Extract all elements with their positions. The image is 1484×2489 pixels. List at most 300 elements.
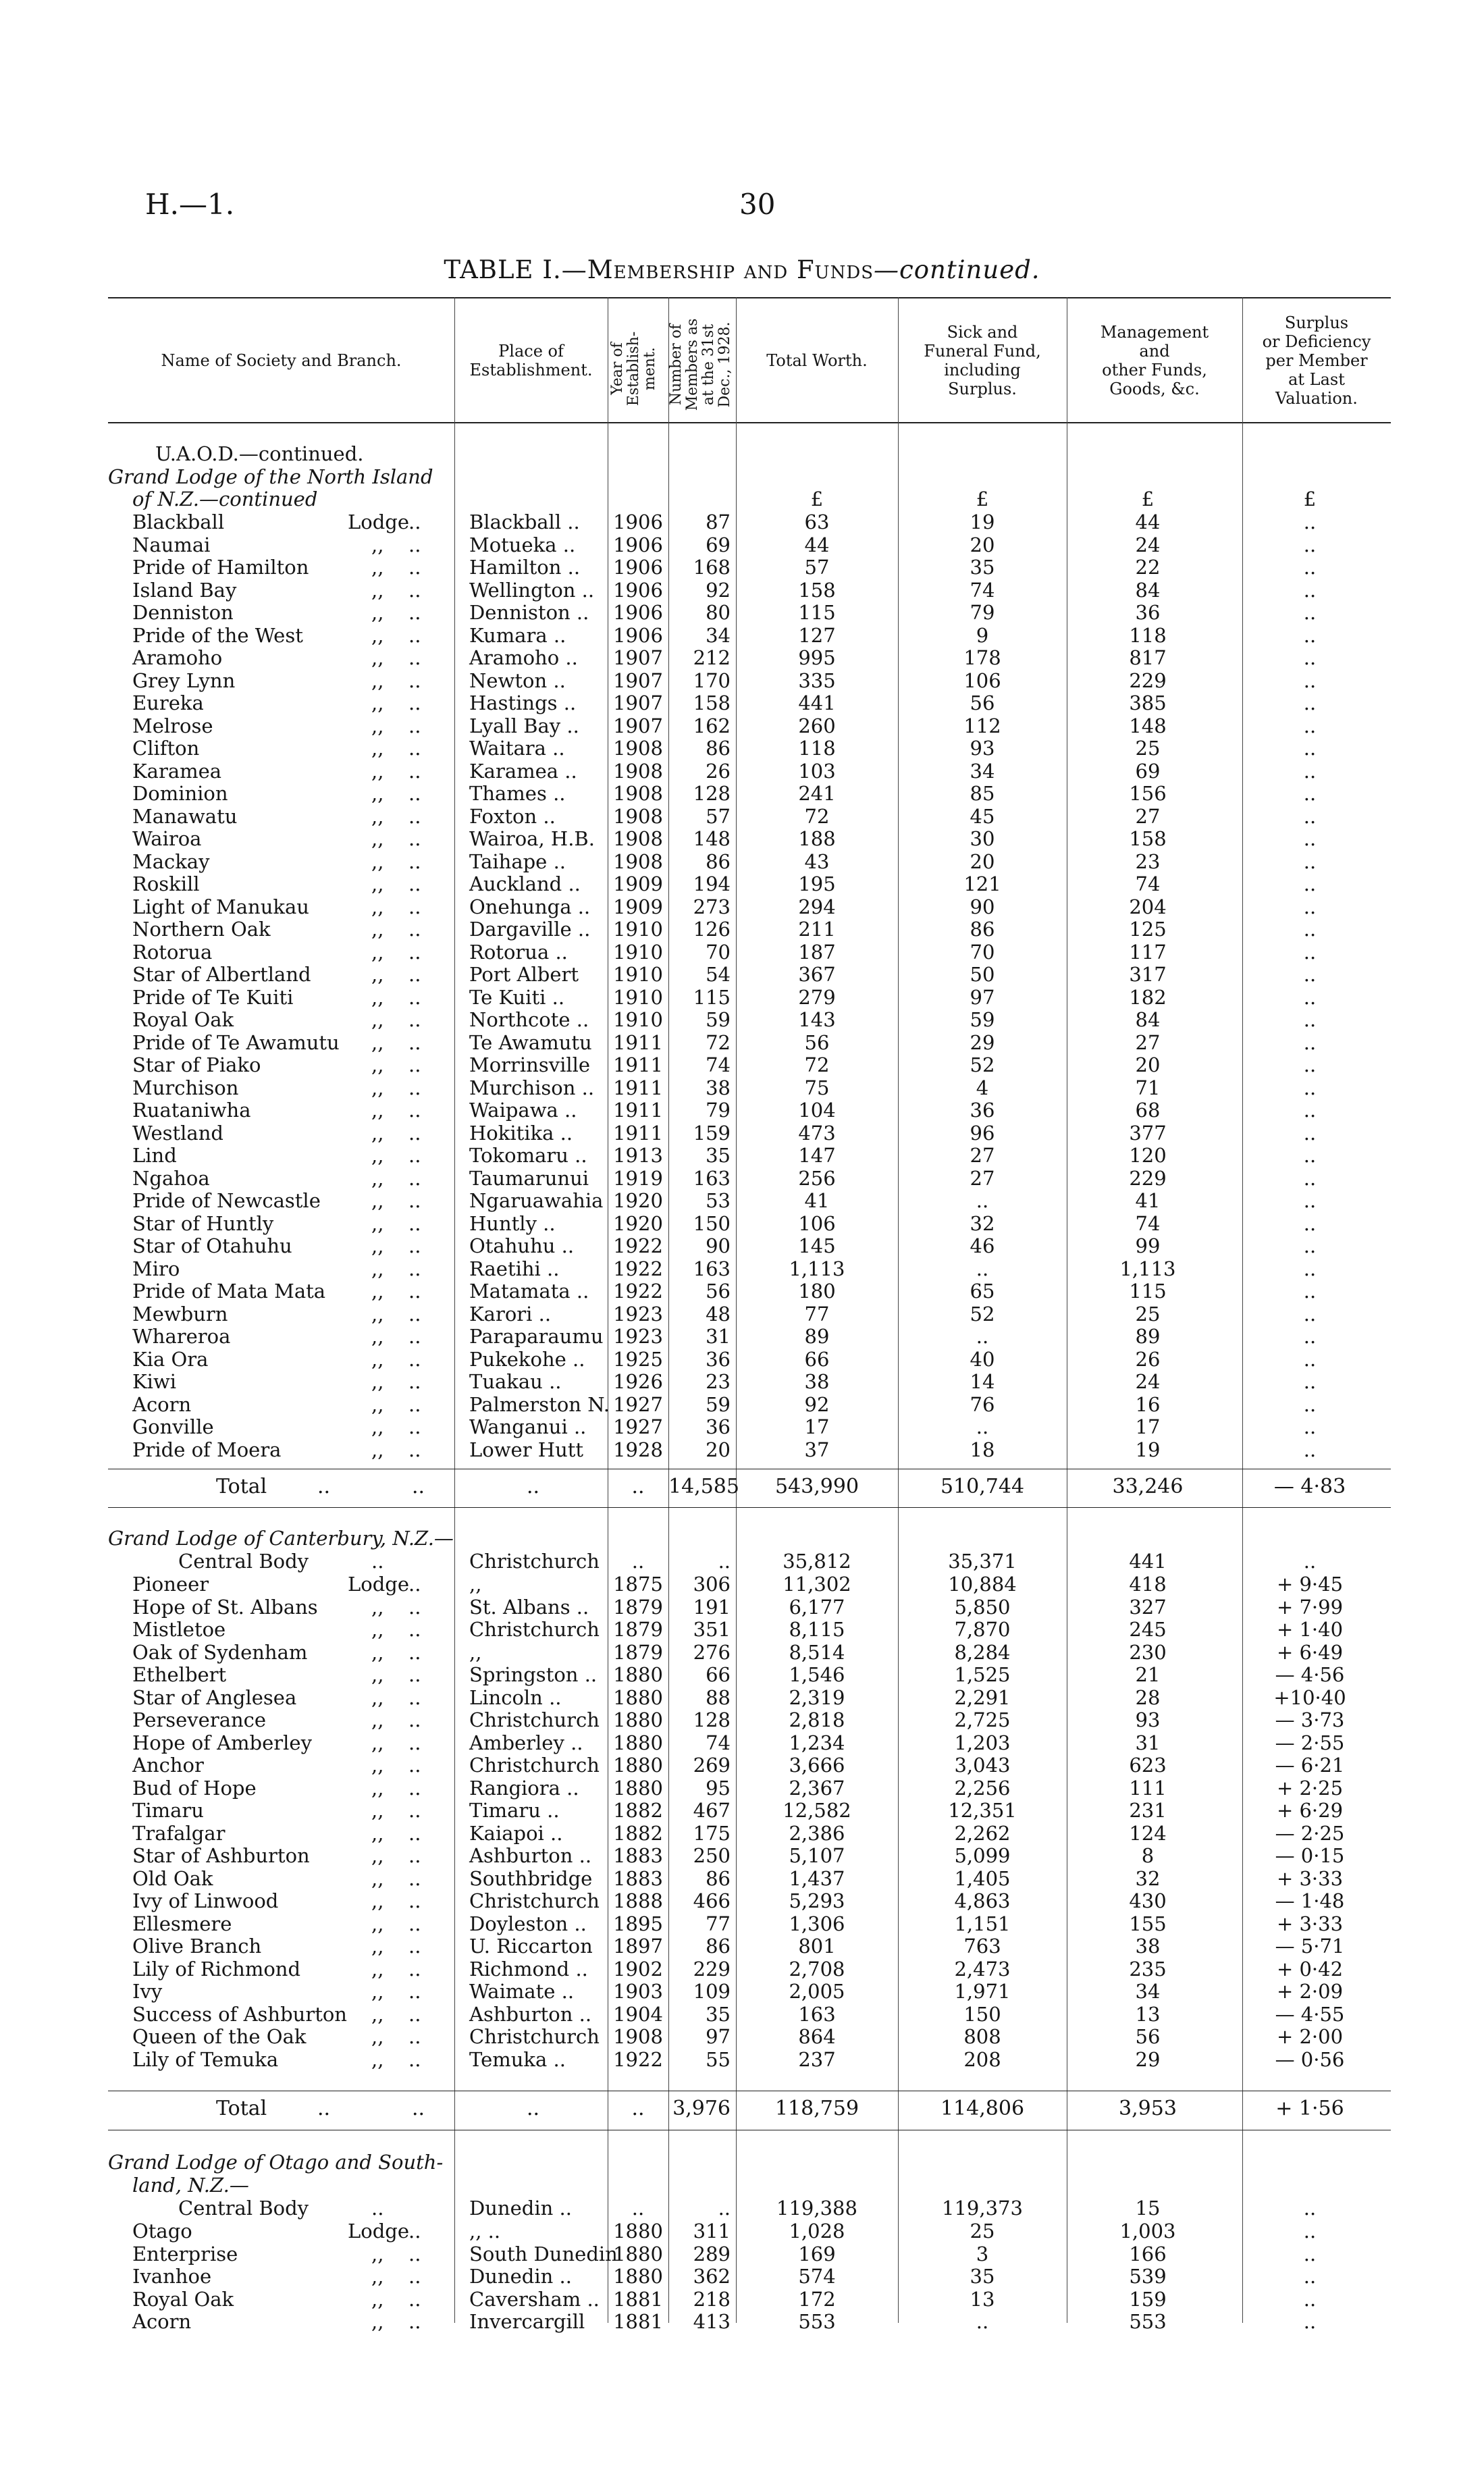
place-of-establishment: Huntly ..	[469, 1211, 556, 1235]
member-count: 72	[706, 1030, 731, 1054]
sick-funeral-fund: 1,203	[954, 1731, 1011, 1754]
member-count: 95	[706, 1776, 731, 1800]
surplus-deficiency: — 3·73	[1275, 1708, 1345, 1731]
branch-kind: ,,	[371, 623, 384, 647]
branch-kind: ,,	[371, 714, 384, 737]
branch-name: Hope of Amberley	[132, 1731, 312, 1754]
total-worth: 115	[798, 601, 836, 624]
sick-funeral-fund: 35,371	[948, 1550, 1017, 1573]
surplus-deficiency: ..	[1303, 2197, 1317, 2220]
place-of-establishment: Karori ..	[469, 1302, 552, 1326]
member-count: 92	[706, 578, 731, 602]
management-funds: 118	[1129, 623, 1167, 647]
management-funds: 38	[1135, 1935, 1161, 1958]
leader-dots: ..	[408, 1754, 421, 1777]
branch-row	[108, 1642, 1391, 1665]
place-of-establishment: Waimate ..	[469, 1980, 575, 2003]
member-count: 170	[693, 669, 731, 692]
branch-kind: Lodge	[348, 2220, 410, 2243]
branch-row	[108, 1213, 1391, 1236]
branch-kind: ,,	[371, 1280, 384, 1303]
table-top-rule	[108, 297, 1391, 298]
branch-kind: ,,	[371, 2310, 384, 2333]
surplus-deficiency: + 1·40	[1276, 1618, 1344, 1641]
year-established: 1910	[613, 940, 663, 964]
place-of-establishment: U. Riccarton	[469, 1935, 593, 1958]
surplus-deficiency: ..	[1303, 691, 1317, 714]
place-of-establishment: Temuka ..	[469, 2047, 566, 2071]
management-funds: 32	[1135, 1866, 1161, 1890]
member-count: 467	[693, 1799, 731, 1822]
management-funds: 327	[1129, 1595, 1167, 1619]
total-worth: 294	[798, 895, 836, 918]
branch-row	[108, 692, 1391, 715]
leader-dots: ..	[408, 1325, 421, 1348]
management-funds: 158	[1129, 827, 1167, 850]
total-members: 14,585	[668, 1475, 739, 1498]
branch-kind: ,,	[371, 895, 384, 918]
year-established: 1920	[613, 1189, 663, 1212]
surplus-deficiency: ..	[1303, 918, 1317, 941]
management-funds: 74	[1135, 1211, 1161, 1235]
branch-name: Pride of Mata Mata	[132, 1280, 326, 1303]
surplus-deficiency: ..	[1303, 510, 1317, 533]
year-established: 1911	[613, 1121, 663, 1145]
management-funds: 74	[1135, 872, 1161, 895]
sick-funeral-fund: 12,351	[948, 1799, 1017, 1822]
branch-row	[108, 1913, 1391, 1936]
branch-kind: ,,	[371, 2047, 384, 2071]
branch-name: Otago	[132, 2220, 192, 2243]
surplus-deficiency: ..	[1303, 1144, 1317, 1167]
year-established: 1911	[613, 1076, 663, 1099]
member-count: 229	[693, 1957, 731, 1981]
year-established: ..	[631, 1550, 645, 1573]
total-members: 3,976	[672, 2097, 731, 2120]
year-established: 1922	[613, 2047, 663, 2071]
management-funds: 182	[1129, 985, 1167, 1009]
branch-name: Star of Piako	[132, 1053, 261, 1076]
total-worth: 104	[798, 1099, 836, 1122]
sick-funeral-fund: 25	[970, 2220, 995, 2243]
total-worth: 89	[804, 1325, 830, 1348]
surplus-deficiency: — 2·25	[1275, 1821, 1345, 1845]
sick-funeral-fund: ..	[976, 1189, 989, 1212]
surplus-deficiency: + 7·99	[1276, 1595, 1344, 1619]
sick-funeral-fund: 112	[963, 714, 1001, 737]
branch-name: Lily of Richmond	[132, 1957, 301, 1981]
total-worth: 17	[804, 1415, 830, 1438]
grand-lodge-title: Grand Lodge of Otago and South-	[108, 2151, 444, 2174]
leader-dots: ..	[408, 1053, 421, 1076]
sick-funeral-fund: 3	[976, 2242, 989, 2265]
total-surplus: + 1·56	[1275, 2097, 1344, 2120]
branch-row	[108, 1416, 1391, 1439]
place-of-establishment: Raetihi ..	[469, 1257, 560, 1280]
grand-lodge-title: Grand Lodge of Canterbury, N.Z.—	[108, 1527, 454, 1550]
leader-dots: ..	[408, 1415, 421, 1438]
branch-name: Pride of the West	[132, 623, 303, 647]
year-established: 1907	[613, 669, 663, 692]
place-of-establishment: Otahuhu ..	[469, 1234, 575, 1257]
sick-funeral-fund: 70	[970, 940, 995, 964]
year-established: 1880	[613, 1754, 663, 1777]
member-count: 86	[706, 1866, 731, 1890]
branch-name: Denniston	[132, 601, 234, 624]
table-title-main: Membership and Funds	[587, 255, 874, 284]
leader-dots: ..	[408, 2242, 421, 2265]
management-funds: 27	[1135, 804, 1161, 828]
member-count: 66	[706, 1663, 731, 1686]
total-worth: 188	[798, 827, 836, 850]
surplus-deficiency: — 1·48	[1275, 1889, 1345, 1912]
year-established: 1908	[613, 849, 663, 873]
member-count: 168	[693, 556, 731, 579]
branch-name: Westland	[132, 1121, 223, 1145]
leader-dots: ..	[408, 533, 421, 556]
table-title	[0, 255, 1484, 284]
management-funds: 31	[1135, 1731, 1161, 1754]
leader-dots: ..	[408, 1821, 421, 1845]
branch-name: Oak of Sydenham	[132, 1640, 308, 1664]
sick-funeral-fund: 32	[970, 1211, 995, 1235]
branch-row	[108, 1235, 1391, 1258]
branch-name: Pioneer	[132, 1573, 209, 1596]
member-count: 269	[693, 1754, 731, 1777]
branch-kind: ,,	[371, 1166, 384, 1190]
sick-funeral-fund: 46	[970, 1234, 995, 1257]
branch-name: Clifton	[132, 737, 200, 760]
total-worth: 5,107	[789, 1844, 845, 1867]
branch-kind: ,,	[371, 1844, 384, 1867]
year-established: 1880	[613, 2265, 663, 2288]
sick-funeral-fund: 20	[970, 849, 995, 873]
surplus-deficiency: ..	[1303, 1099, 1317, 1122]
place-of-establishment: Wellington ..	[469, 578, 595, 602]
total-worth: 260	[798, 714, 836, 737]
member-count: 53	[706, 1189, 731, 1212]
branch-row	[108, 1122, 1391, 1145]
member-count: 70	[706, 940, 731, 964]
branch-row	[108, 1664, 1391, 1687]
place-of-establishment: Waitara ..	[469, 737, 565, 760]
year-established: 1925	[613, 1347, 663, 1371]
branch-name: Queen of the Oak	[132, 2025, 307, 2048]
place-of-establishment: Richmond ..	[469, 1957, 588, 1981]
currency-symbol: £	[976, 488, 989, 510]
leader-dots: ..	[408, 759, 421, 783]
branch-kind: ,,	[371, 1415, 384, 1438]
leader-dots: ..	[408, 1685, 421, 1709]
place-of-establishment: Pukekohe ..	[469, 1347, 585, 1371]
table-title-prefix: TABLE I.—	[444, 255, 587, 284]
total-label: Total	[216, 1475, 267, 1498]
leader-dots: ..	[408, 985, 421, 1009]
surplus-deficiency: ..	[1303, 2220, 1317, 2243]
management-funds: 34	[1135, 1980, 1161, 2003]
branch-name: Murchison	[132, 1076, 239, 1099]
surplus-deficiency: ..	[1303, 985, 1317, 1009]
total-worth: 2,367	[789, 1776, 845, 1800]
leader-dots: ..	[317, 2097, 331, 2120]
total-worth: 1,028	[789, 2220, 845, 2243]
branch-row	[108, 1890, 1391, 1913]
branch-row	[108, 737, 1391, 760]
member-count: 163	[693, 1257, 731, 1280]
member-count: 34	[706, 623, 731, 647]
total-worth: 8,115	[789, 1618, 845, 1641]
management-funds: 24	[1135, 1370, 1161, 1393]
place-of-establishment: Taumarunui	[469, 1166, 589, 1190]
management-funds: 166	[1129, 2242, 1167, 2265]
member-count: 79	[706, 1099, 731, 1122]
sick-funeral-fund: 35	[970, 556, 995, 579]
place-of-establishment: Christchurch	[469, 1889, 600, 1912]
management-funds: 1,113	[1119, 1257, 1176, 1280]
leader-dots: ..	[408, 1280, 421, 1303]
branch-name: Ivy of Linwood	[132, 1889, 279, 1912]
place-of-establishment: Southbridge	[469, 1866, 593, 1890]
header-members: Number of Members as at the 31st Dec., 1928.	[668, 318, 733, 411]
branch-kind: ,,	[371, 1595, 384, 1619]
branch-name: Success of Ashburton	[132, 2002, 347, 2026]
year-established: 1881	[613, 2310, 663, 2333]
total-worth: 8,514	[789, 1640, 845, 1664]
leader-dots: ..	[412, 1475, 425, 1498]
total-worth: 543,990	[774, 1475, 859, 1498]
surplus-deficiency: ..	[1303, 759, 1317, 783]
year-established: 1906	[613, 510, 663, 533]
branch-row	[108, 715, 1391, 738]
total-place: ..	[527, 2097, 540, 2120]
management-funds: 69	[1135, 759, 1161, 783]
management-funds: 441	[1129, 1550, 1167, 1573]
sick-funeral-fund: ..	[976, 1415, 989, 1438]
branch-kind: ,,	[371, 872, 384, 895]
branch-row	[108, 2220, 1391, 2243]
total-mgmt: 3,953	[1119, 2097, 1177, 2120]
branch-row	[108, 851, 1391, 874]
year-established: 1907	[613, 714, 663, 737]
place-of-establishment: Te Awamutu	[469, 1030, 592, 1054]
total-worth: 1,113	[789, 1257, 845, 1280]
branch-name: Kiwi	[132, 1370, 177, 1393]
surplus-deficiency: ..	[1303, 556, 1317, 579]
sick-funeral-fund: 27	[970, 1144, 995, 1167]
place-of-establishment: Kumara ..	[469, 623, 566, 647]
branch-name: Ruataniwha	[132, 1099, 251, 1122]
member-count: 289	[693, 2242, 731, 2265]
year-established: 1879	[613, 1618, 663, 1641]
place-of-establishment: ,, ..	[469, 2220, 501, 2243]
management-funds: 430	[1129, 1889, 1167, 1912]
member-count: 115	[693, 985, 731, 1009]
branch-kind: ,,	[371, 2242, 384, 2265]
sick-funeral-fund: 79	[970, 601, 995, 624]
leader-dots: ..	[408, 669, 421, 692]
leader-dots: ..	[408, 872, 421, 895]
surplus-deficiency: ..	[1303, 1053, 1317, 1076]
leader-dots: ..	[408, 646, 421, 669]
leader-dots: ..	[408, 1370, 421, 1393]
management-funds: 26	[1135, 1347, 1161, 1371]
total-worth: 864	[798, 2025, 836, 2048]
branch-row	[108, 1573, 1391, 1596]
branch-row	[108, 2311, 1391, 2334]
sick-funeral-fund: 93	[970, 737, 995, 760]
place-of-establishment: Doyleston ..	[469, 1912, 587, 1935]
member-count: ..	[718, 1550, 731, 1573]
place-of-establishment: Auckland ..	[469, 872, 581, 895]
branch-kind: ,,	[371, 1866, 384, 1890]
place-of-establishment: Wanganui ..	[469, 1415, 587, 1438]
management-funds: 235	[1129, 1957, 1167, 1981]
place-of-establishment: Motueka ..	[469, 533, 576, 556]
management-funds: 111	[1129, 1776, 1167, 1800]
branch-row	[108, 896, 1391, 919]
management-funds: 29	[1135, 2047, 1161, 2071]
surplus-deficiency: ..	[1303, 669, 1317, 692]
branch-name: Manawatu	[132, 804, 238, 828]
place-of-establishment: Port Albert	[469, 963, 579, 986]
branch-kind: ,,	[371, 691, 384, 714]
branch-name: Perseverance	[132, 1708, 267, 1731]
leader-dots: ..	[408, 714, 421, 737]
branch-name: Bud of Hope	[132, 1776, 257, 1800]
branch-name: Roskill	[132, 872, 200, 895]
branch-kind: ,,	[371, 1980, 384, 2003]
sick-funeral-fund: 86	[970, 918, 995, 941]
total-sick: 510,744	[940, 1475, 1025, 1498]
branch-kind: ,,	[371, 601, 384, 624]
branch-name: Ivy	[132, 1980, 163, 2003]
place-of-establishment: Ngaruawahia	[469, 1189, 604, 1212]
management-funds: 13	[1135, 2002, 1161, 2026]
sick-funeral-fund: 50	[970, 963, 995, 986]
total-worth: 2,818	[789, 1708, 845, 1731]
sick-funeral-fund: 8,284	[954, 1640, 1011, 1664]
place-of-establishment: St. Albans ..	[469, 1595, 589, 1619]
branch-name: Miro	[132, 1257, 180, 1280]
branch-name: Timaru	[132, 1799, 204, 1822]
management-funds: 230	[1129, 1640, 1167, 1664]
year-established: 1882	[613, 1799, 663, 1822]
total-worth: 56	[804, 1030, 830, 1054]
branch-row	[108, 1168, 1391, 1190]
leader-dots: ..	[408, 1866, 421, 1890]
total-label: Total	[216, 2097, 267, 2120]
leader-dots: ..	[408, 1889, 421, 1912]
branch-name: Dominion	[132, 782, 228, 805]
year-established: 1907	[613, 646, 663, 669]
surplus-deficiency: — 0·15	[1275, 1844, 1345, 1867]
total-worth: 118,759	[774, 2097, 859, 2120]
year-established: 1904	[613, 2002, 663, 2026]
management-funds: 377	[1129, 1121, 1167, 1145]
place-of-establishment: Paraparaumu	[469, 1325, 604, 1348]
leader-dots: ..	[317, 1475, 331, 1498]
surplus-deficiency: + 6·49	[1276, 1640, 1344, 1664]
branch-kind: ,,	[371, 1889, 384, 1912]
leader-dots: ..	[408, 940, 421, 964]
place-of-establishment: Christchurch	[469, 1550, 600, 1573]
total-worth: 118	[798, 737, 836, 760]
branch-kind: ,,	[371, 1121, 384, 1145]
leader-dots: ..	[408, 556, 421, 579]
sick-funeral-fund: ..	[976, 1257, 989, 1280]
branch-row	[108, 1054, 1391, 1077]
leader-dots: ..	[408, 1640, 421, 1664]
surplus-deficiency: — 4·55	[1275, 2002, 1345, 2026]
surplus-deficiency: ..	[1303, 623, 1317, 647]
sick-funeral-fund: 1,405	[954, 1866, 1011, 1890]
year-established: 1880	[613, 2220, 663, 2243]
sick-funeral-fund: 13	[970, 2287, 995, 2311]
place-of-establishment: Waipawa ..	[469, 1099, 577, 1122]
branch-kind: ,,	[371, 1821, 384, 1845]
year-established: 1922	[613, 1257, 663, 1280]
management-funds: 817	[1129, 646, 1167, 669]
branch-row	[108, 1777, 1391, 1800]
branch-row	[108, 1258, 1391, 1281]
sick-funeral-fund: 1,525	[954, 1663, 1011, 1686]
branch-name: Lily of Temuka	[132, 2047, 279, 2071]
year-established: 1906	[613, 578, 663, 602]
member-count: 162	[693, 714, 731, 737]
branch-name: Enterprise	[132, 2242, 238, 2265]
year-established: 1880	[613, 1663, 663, 1686]
branch-kind: ,,	[371, 940, 384, 964]
management-funds: 623	[1129, 1754, 1167, 1777]
surplus-deficiency: ..	[1303, 940, 1317, 964]
member-count: 273	[693, 895, 731, 918]
total-year: ..	[631, 1475, 645, 1498]
member-count: 54	[706, 963, 731, 986]
place-of-establishment: Foxton ..	[469, 804, 556, 828]
branch-kind: ,,	[371, 849, 384, 873]
branch-row	[108, 873, 1391, 896]
year-established: 1920	[613, 1211, 663, 1235]
table-title-suffix: —continued.	[874, 255, 1040, 284]
member-count: 80	[706, 601, 731, 624]
branch-kind: ,,	[371, 2287, 384, 2311]
year-established: 1910	[613, 918, 663, 941]
total-worth: 169	[798, 2242, 836, 2265]
branch-row	[108, 918, 1391, 941]
sick-funeral-fund: 52	[970, 1302, 995, 1326]
leader-dots: ..	[408, 1595, 421, 1619]
year-established: 1880	[613, 1685, 663, 1709]
member-count: 413	[693, 2310, 731, 2333]
leader-dots: ..	[408, 895, 421, 918]
leader-dots: ..	[408, 963, 421, 986]
grand-lodge-title-cont: land, N.Z.—	[132, 2174, 249, 2197]
total-worth: 367	[798, 963, 836, 986]
management-funds: 17	[1135, 1415, 1161, 1438]
branch-row	[108, 2243, 1391, 2266]
branch-row	[108, 2003, 1391, 2026]
header-bottom-rule	[108, 422, 1391, 423]
management-funds: 317	[1129, 963, 1167, 986]
place-of-establishment: Christchurch	[469, 1708, 600, 1731]
member-count: 57	[706, 804, 731, 828]
total-worth: 127	[798, 623, 836, 647]
branch-row	[108, 647, 1391, 670]
total-worth: 119,388	[776, 2197, 857, 2220]
branch-name: Star of Albertland	[132, 963, 311, 986]
branch-row	[108, 1280, 1391, 1303]
place-of-establishment: Ashburton ..	[469, 1844, 592, 1867]
